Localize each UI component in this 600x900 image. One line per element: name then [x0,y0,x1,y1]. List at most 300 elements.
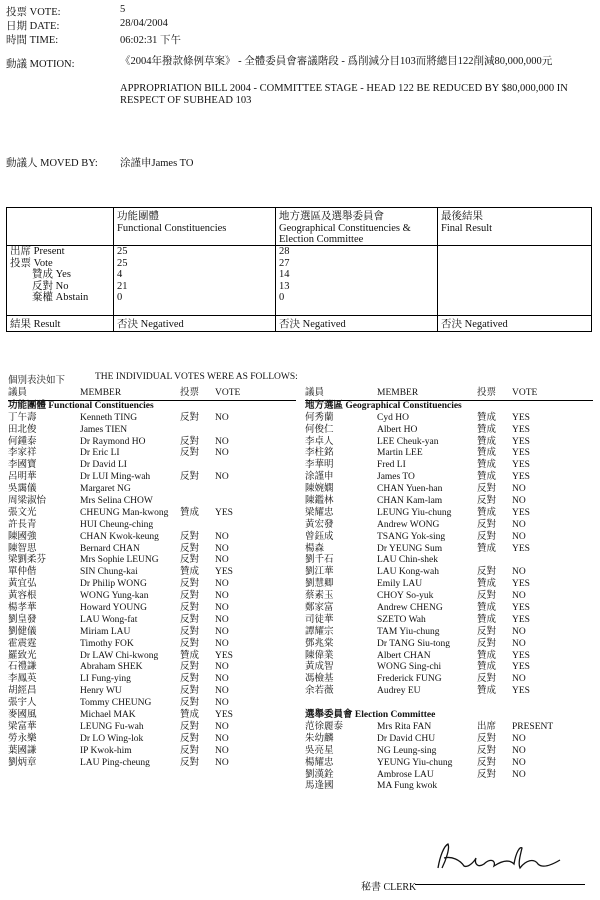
member-name-en: TAM Yiu-chung [377,626,440,637]
date-label: 日期 DATE: [6,21,60,32]
gc-member-row [305,437,593,449]
member-name-zh: 鄧兆棠 [305,638,334,649]
member-name-zh: 單仲偕 [8,567,37,578]
member-name-zh: 黃成智 [305,662,334,673]
gc-member-row [305,615,593,627]
gc-member-row [305,508,593,520]
fc-vote-list [8,388,296,770]
vote-zh: 反對 [180,555,200,566]
gc-vote-list [305,388,593,793]
vote-zh: 反對 [180,757,200,768]
motion-text-zh: 《2004年撥款條例草案》 - 全體委員會審議階段 - 爲削減分目103而將總目122削減80,000,000元 [120,56,553,67]
vote-zh: 反對 [477,757,497,768]
member-name-en: LAU Kong-wah [377,567,440,578]
vote-number: 5 [120,4,126,15]
vote-zh: 反對 [477,519,497,530]
member-name-en: Cyd HO [377,412,409,423]
member-name-zh: 劉千石 [305,555,334,566]
summary-result-label: 結果 Result [7,316,114,332]
vote-en: YES [512,662,530,673]
summary-fc-value: 0 [117,292,123,303]
member-name-zh: 劉健儀 [8,626,37,637]
fc-member-row [8,615,296,627]
vote-zh: 出席 [477,721,497,732]
vote-en: NO [215,448,229,459]
column-header [8,388,296,401]
ec-member-row [305,781,593,793]
vote-zh: 反對 [180,674,200,685]
vote-en: YES [512,579,530,590]
member-name-zh: 劉皇發 [8,614,37,625]
member-name-zh: 何俊仁 [305,424,334,435]
summary-gc-value: 0 [279,292,285,303]
summary-gc-value: 28 [279,246,290,257]
member-name-en: Bernard CHAN [80,543,140,554]
member-name-en: James TIEN [80,424,128,435]
vote-zh: 贊成 [477,424,497,435]
member-name-en: Ambrose LAU [377,769,434,780]
gc-member-row [305,460,593,472]
gc-member-row [305,544,593,556]
member-name-zh: 陳偉業 [305,650,334,661]
summary-result-gc: 否決 Negatived [276,316,438,332]
member-name-zh: 陳智思 [8,543,37,554]
member-name-en: Kenneth TING [80,412,138,423]
fc-member-row [8,591,296,603]
member-name-zh: 霍震霆 [8,638,37,649]
vote-zh: 贊成 [477,472,497,483]
member-name-zh: 黃容根 [8,591,37,602]
member-name-zh: 石禮謙 [8,662,37,673]
member-name-zh: 麥國風 [8,710,37,721]
member-name-en: TSANG Yok-sing [377,531,446,542]
summary-final-empty [438,246,592,316]
member-name-en: LEUNG Yiu-chung [377,507,452,518]
summary-row-label: 棄權 Abstain [32,292,89,303]
member-name-zh: 李家祥 [8,448,37,459]
vote-en: NO [215,579,229,590]
member-name-zh: 梁富華 [8,721,37,732]
member-name-zh: 朱幼麟 [305,733,334,744]
summary-row-label: 出席 Present [10,246,65,257]
ec-member-row [305,770,593,782]
fc-member-row [8,555,296,567]
vote-zh: 反對 [180,686,200,697]
member-name-zh: 陳鑑林 [305,496,334,507]
member-name-en: Mrs Selina CHOW [80,496,153,507]
member-name-en: Frederick FUNG [377,674,442,685]
vote-en: NO [512,484,526,495]
vote-zh: 反對 [477,567,497,578]
vote-en: NO [512,519,526,530]
member-name-en: Dr LO Wing-lok [80,733,144,744]
vote-zh: 反對 [477,769,497,780]
vote-zh: 贊成 [477,448,497,459]
member-name-zh: 黃宏發 [305,519,334,530]
vote-en: NO [512,769,526,780]
member-name-en: Albert HO [377,424,418,435]
time-value: 06:02:31 下午 [120,35,181,46]
vote-en: YES [512,686,530,697]
member-name-zh: 李國寶 [8,460,37,471]
vote-zh: 反對 [477,531,497,542]
member-name-zh: 陳國強 [8,531,37,542]
fc-member-row [8,520,296,532]
member-name-en: Tommy CHEUNG [80,698,152,709]
fc-member-row [8,603,296,615]
member-name-zh: 曾鈺成 [305,531,334,542]
date-value: 28/04/2004 [120,18,168,29]
member-name-en: LAU Wong-fat [80,614,138,625]
vote-zh: 反對 [180,472,200,483]
summary-gc-value: 27 [279,257,290,269]
gc-member-row [305,555,593,567]
member-name-zh: 劉漢銓 [305,769,334,780]
member-name-en: Dr LAW Chi-kwong [80,650,159,661]
summary-col-final [438,208,592,246]
vote-zh: 贊成 [180,567,200,578]
vote-en: NO [215,472,229,483]
vote-zh: 贊成 [477,614,497,625]
vote-zh: 反對 [180,591,200,602]
vote-en: YES [512,424,530,435]
member-name-zh: 涂謹申 [305,472,334,483]
member-name-en: HUI Cheung-ching [80,519,154,530]
member-name-en: Timothy FOK [80,638,134,649]
vote-en: NO [512,496,526,507]
fc-member-row [8,579,296,591]
member-name-zh: 劉慧卿 [305,579,334,590]
member-name-zh: 梁劉柔芬 [8,555,47,566]
vote-en: NO [215,614,229,625]
member-name-en: LI Fung-ying [80,674,131,685]
member-name-zh: 司徒華 [305,614,334,625]
member-name-zh: 蔡素玉 [305,591,334,602]
summary-col-gc-en: Geographical Constituencies & Election Committee [279,223,411,245]
vote-en: NO [215,603,229,614]
vote-en: NO [215,662,229,673]
header-member-en: MEMBER [377,388,419,398]
vote-en: YES [512,543,530,554]
fc-member-row [8,448,296,460]
member-name-en: Dr Eric LI [80,448,120,459]
member-name-en: Andrew WONG [377,519,440,530]
member-name-zh: 何鍾泰 [8,436,37,447]
member-name-en: Dr David CHU [377,733,436,744]
member-name-en: Margaret NG [80,484,131,495]
header-vote-zh: 投票 [180,388,200,398]
gc-member-row [305,662,593,674]
member-name-zh: 勞永樂 [8,733,37,744]
member-name-zh: 胡經昌 [8,686,37,697]
vote-zh: 反對 [180,662,200,673]
vote-en: NO [512,757,526,768]
vote-en: NO [215,543,229,554]
individual-intro-zh: 個別表決如下 [8,376,66,386]
member-name-zh: 李華明 [305,460,334,471]
fc-member-row [8,722,296,734]
fc-member-row [8,639,296,651]
vote-en: NO [215,436,229,447]
gc-member-row [305,627,593,639]
member-name-en: Dr David LI [80,460,127,471]
vote-zh: 贊成 [477,686,497,697]
member-name-zh: 吳亮星 [305,745,334,756]
gc-member-row [305,448,593,460]
gc-member-row [305,639,593,651]
header-vote-en: VOTE [215,388,241,398]
member-name-en: SIN Chung-kai [80,567,138,578]
member-name-zh: 李柱銘 [305,448,334,459]
member-name-en: Dr YEUNG Sum [377,543,443,554]
member-name-en: LEE Cheuk-yan [377,436,439,447]
vote-en: YES [512,460,530,471]
fc-member-row [8,532,296,544]
gc-member-row [305,567,593,579]
vote-en: NO [215,721,229,732]
member-name-en: LAU Ping-cheung [80,757,150,768]
vote-en: NO [215,555,229,566]
vote-zh: 反對 [477,733,497,744]
fc-member-row [8,710,296,722]
summary-col-final-en: Final Result [441,223,493,234]
ec-member-row [305,758,593,770]
fc-member-row [8,758,296,770]
member-name-en: WONG Yung-kan [80,591,149,602]
fc-member-row [8,627,296,639]
summary-col-fc-zh: 功能團體 [117,211,159,222]
summary-col-gc [276,208,438,246]
summary-col-fc [114,208,276,246]
summary-result-final: 否決 Negatived [438,316,592,332]
vote-number-label: 投票 VOTE: [6,7,61,18]
member-name-zh: 何秀蘭 [305,412,334,423]
clerk-signature-line [415,884,585,885]
member-name-en: Mrs Sophie LEUNG [80,555,159,566]
member-name-en: Henry WU [80,686,122,697]
member-name-en: CHAN Kwok-keung [80,531,159,542]
fc-member-row [8,484,296,496]
member-name-en: CHAN Yuen-han [377,484,443,495]
summary-row-label: 反對 No [32,280,69,292]
gc-member-row [305,496,593,508]
vote-en: NO [512,591,526,602]
vote-en: NO [512,567,526,578]
vote-en: YES [215,710,233,721]
member-name-en: Fred LI [377,460,406,471]
member-name-en: Dr TANG Siu-tong [377,638,450,649]
member-name-zh: 吳靄儀 [8,484,37,495]
member-name-zh: 劉江華 [305,567,334,578]
vote-en: YES [512,650,530,661]
member-name-zh: 周梁淑怡 [8,496,47,507]
column-header [305,388,593,401]
vote-zh: 反對 [180,733,200,744]
member-name-en: NG Leung-sing [377,745,437,756]
member-name-en: YEUNG Yiu-chung [377,757,453,768]
member-name-en: CHOY So-yuk [377,591,434,602]
member-name-en: MA Fung kwok [377,781,438,792]
member-name-en: SZETO Wah [377,614,426,625]
header-vote-en: VOTE [512,388,538,398]
member-name-en: Howard YOUNG [80,603,147,614]
vote-en: YES [512,448,530,459]
vote-zh: 反對 [180,603,200,614]
vote-zh: 贊成 [477,603,497,614]
fc-member-row [8,496,296,508]
vote-zh: 反對 [180,436,200,447]
member-name-zh: 楊森 [305,543,325,554]
member-name-zh: 張宇人 [8,698,37,709]
vote-zh: 反對 [180,638,200,649]
vote-zh: 贊成 [477,507,497,518]
header-member-en: MEMBER [80,388,122,398]
member-name-en: Martin LEE [377,448,423,459]
summary-gc-value: 14 [279,269,290,280]
vote-en: YES [512,472,530,483]
vote-zh: 反對 [477,674,497,685]
gc-member-row [305,425,593,437]
fc-member-row [8,662,296,674]
member-name-zh: 羅致光 [8,650,37,661]
summary-col-gc-zh: 地方選區及選舉委員會 [279,211,384,222]
member-name-zh: 張文光 [8,507,37,518]
vote-en: NO [215,531,229,542]
vote-zh: 反對 [477,591,497,602]
vote-en: NO [215,591,229,602]
member-name-en: Abraham SHEK [80,662,143,673]
vote-zh: 反對 [477,484,497,495]
vote-en: NO [215,698,229,709]
member-name-zh: 陳婉嫻 [305,484,334,495]
motion-text-en: APPROPRIATION BILL 2004 - COMMITTEE STAGE - HEAD 122 BE REDUCED BY $80,000,000 IN RESPECT OF SUBHEAD 103 [120,83,568,106]
member-name-en: LEUNG Fu-wah [80,721,144,732]
fc-member-row [8,437,296,449]
vote-en: NO [215,674,229,685]
member-name-en: Mrs Rita FAN [377,721,432,732]
vote-en: NO [215,626,229,637]
vote-zh: 反對 [180,721,200,732]
gc-member-row [305,686,593,698]
summary-fc-value: 21 [117,280,128,292]
gc-member-row [305,532,593,544]
clerk-signature [430,838,580,878]
vote-zh: 反對 [180,698,200,709]
vote-zh: 反對 [180,626,200,637]
gc-section-title: 地方選區 Geographical Constituencies [305,400,462,411]
vote-en: PRESENT [512,721,554,732]
vote-zh: 贊成 [477,412,497,423]
member-name-zh: 呂明華 [8,472,37,483]
fc-member-row [8,472,296,484]
ec-member-row [305,722,593,734]
summary-fc-value: 4 [117,269,123,280]
mover-label: 動議人 MOVED BY: [6,158,98,169]
vote-en: YES [512,603,530,614]
fc-member-row [8,460,296,472]
vote-en: NO [215,745,229,756]
member-name-zh: 余若薇 [305,686,334,697]
vote-zh: 反對 [180,531,200,542]
member-name-zh: 范徐麗泰 [305,721,344,732]
member-name-en: Dr Philip WONG [80,579,147,590]
section-spacer [305,698,593,710]
vote-en: NO [512,745,526,756]
summary-col-final-zh: 最後結果 [441,211,483,222]
vote-zh: 贊成 [477,579,497,590]
fc-member-row [8,425,296,437]
vote-zh: 反對 [477,745,497,756]
member-name-zh: 鄭家富 [305,603,334,614]
fc-member-row [8,746,296,758]
vote-en: NO [215,686,229,697]
vote-zh: 贊成 [180,507,200,518]
fc-member-row [8,686,296,698]
fc-member-row [8,674,296,686]
vote-en: YES [215,567,233,578]
member-name-en: IP Kwok-him [80,745,132,756]
vote-en: YES [215,650,233,661]
vote-en: NO [512,638,526,649]
gc-member-row [305,651,593,663]
summary-fc-value: 25 [117,257,128,269]
vote-en: YES [512,614,530,625]
gc-member-row [305,484,593,496]
vote-zh: 反對 [180,543,200,554]
gc-member-row [305,413,593,425]
vote-zh: 反對 [180,448,200,459]
member-name-en: CHAN Kam-lam [377,496,443,507]
summary-fc-value: 25 [117,246,128,257]
ec-member-row [305,734,593,746]
summary-gc-value: 13 [279,280,290,292]
ec-section-title: 選舉委員會 Election Committee [305,710,436,721]
member-name-en: Emily LAU [377,579,423,590]
gc-member-row [305,674,593,686]
member-name-zh: 楊孝華 [8,603,37,614]
member-name-zh: 劉炳章 [8,757,37,768]
member-name-zh: 許長青 [8,519,37,530]
header-member-zh: 議員 [305,388,325,398]
member-name-zh: 馬逢國 [305,781,334,792]
member-name-en: Albert CHAN [377,650,431,661]
member-name-en: Michael MAK [80,710,136,721]
vote-en: NO [512,626,526,637]
header-member-zh: 議員 [8,388,28,398]
member-name-zh: 田北俊 [8,424,37,435]
fc-member-row [8,508,296,520]
vote-en: NO [512,531,526,542]
member-name-zh: 葉國謙 [8,745,37,756]
fc-member-row [8,544,296,556]
member-name-zh: 馮檢基 [305,674,334,685]
time-label: 時間 TIME: [6,35,59,46]
gc-member-row [305,591,593,603]
member-name-en: Dr LUI Ming-wah [80,472,151,483]
individual-intro-en: THE INDIVIDUAL VOTES WERE AS FOLLOWS: [95,372,298,382]
fc-member-row [8,413,296,425]
member-name-en: Miriam LAU [80,626,131,637]
member-name-en: James TO [377,472,415,483]
mover-name: 涂謹申James TO [120,158,194,169]
vote-en: YES [512,412,530,423]
fc-member-row [8,734,296,746]
vote-zh: 反對 [180,614,200,625]
vote-en: YES [512,507,530,518]
member-name-en: Audrey EU [377,686,421,697]
member-name-en: WONG Sing-chi [377,662,442,673]
vote-zh: 反對 [477,626,497,637]
